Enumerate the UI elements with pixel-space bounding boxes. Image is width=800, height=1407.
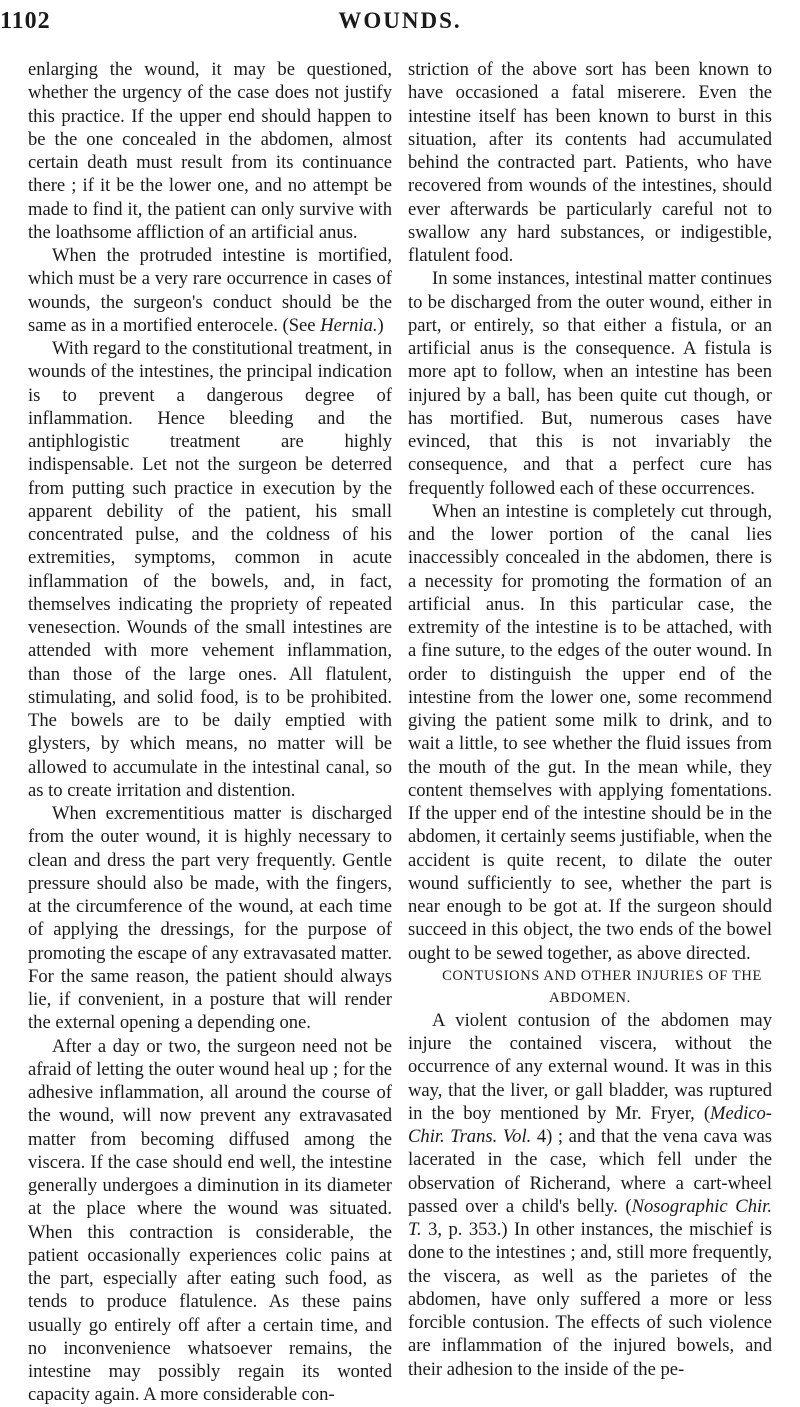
paragraph: In some instances, intestinal matter continues to be discharged from the outer wound, either in part, or entirely, so that either a fistula, or an artificial anus is the consequence. A fistula is more apt to follow, when an intestine has been injured by a ball, has been quite cut though, or has mortified. But, numerous cases have evinced, that this is not invariably the consequence, and that a perfect cure has frequently followed each of these occurrences. [408, 268, 772, 499]
paragraph [28, 244, 392, 337]
paragraph: striction of the above sort has been known to have occasioned a fatal miserere. Even the intestine itself has been known to burst in this situation, after its contents had accumulated behind the contracted part. Patients, who have recovered from wounds of the intestines, should ever afterwards be particularly careful not to swallow any hard substances, or indigestible, flatulent food. [408, 59, 772, 266]
running-head [0, 6, 800, 50]
page-number: 1102 [0, 8, 51, 34]
running-title: WOUNDS. [338, 8, 462, 33]
section-heading: CONTUSIONS AND OTHER INJURIES OF THE ABDOMEN. [442, 967, 762, 1006]
paragraph-text: A violent contusion of the abdomen may injure the contained viscera, without the occurrence of any external wound. It was in this way, that the liver, or gall bladder, was ruptured in the boy mentioned by Mr. Fryer, ( [408, 1009, 772, 1124]
cross-reference: Hernia. [320, 314, 378, 336]
paragraph: enlarging the wound, it may be questioned, whether the urgency of the case does not justify this practice. If the upper end should happen to be the one concealed in the abdomen, almost certain death must result from its continuance there ; if it be the lower one, and no attempt be made to find it, the patient can only survive with the loathsome affliction of an artificial anus. [28, 59, 392, 243]
paragraph-text: ) [377, 314, 384, 336]
paragraph [408, 1009, 772, 1381]
paragraph-text: 3, p. 353.) In other instances, the mischief is done to the intestines ; and, still more frequently, the viscera, as well as the parietes of the abdomen, have only suffered a more or less forcible contusion. The effects of such violence are inflammation of the injured bowels, and their adhesion to the inside of the pe- [408, 1219, 772, 1380]
paragraph: After a day or two, the surgeon need not be afraid of letting the outer wound heal up ; for the adhesive inflammation, all around the course of the wound, will now prevent any extravasated matter from becoming diffused among the viscera. If the case should end well, the intestine generally undergoes a diminution in its diameter at the place where the wound was situated. When this contraction is considerable, the patient occasionally experiences colic pains at the part, especially after eating such food, as tends to produce flatulence. As these pains usually go entirely off after a certain time, and no inconvenience whatsoever remains, the intestine may possibly regain its wonted capacity again. A more considerable con- [28, 1035, 392, 1406]
citation: Nosographic Chir. T. [408, 1195, 772, 1240]
left-column [28, 58, 392, 1407]
citation: Medico-Chir. Trans. Vol. [408, 1102, 772, 1147]
right-column [408, 58, 772, 1381]
paragraph: When an intestine is completely cut through, and the lower portion of the canal lies inaccessibly concealed in the abdomen, there is a necessity for promoting the formation of an artificial anus. In this particular case, the extremity of the intestine is to be attached, with a fine suture, to the edges of the outer wound. In order to distinguish the upper end of the intestine from the lower one, some recommend giving the patient some milk to drink, and to wait a little, to see whether the fluid issues from the mouth of the gut. In the mean while, they content themselves with applying fomentations. If the upper end of the intestine should be in the abdomen, it certainly seems justifiable, when the accident is quite recent, to dilate the outer wound sufficiently to see, whether the part is near enough to be got at. If the surgeon should succeed in this object, the two ends of the bowel ought to be sewed together, as above directed. [408, 500, 772, 964]
paragraph: When excrementitious matter is discharged from the outer wound, it is highly necessary to clean and dress the part very frequently. Gentle pressure should also be made, with the fingers, at the circumference of the wound, at each time of applying the dressings, for the purpose of promoting the escape of any extravasated matter. For the same reason, the patient should always lie, if convenient, in a posture that will render the external opening a depending one. [28, 803, 392, 1034]
paragraph: With regard to the constitutional treatment, in wounds of the intestines, the principal indication is to prevent a dangerous degree of inflammation. Hence bleeding and the antiphlogistic treatment are highly indispensable. Let not the surgeon be deterred from putting such practice in execution by the apparent debility of the patient, his small concentrated pulse, and the coldness of his extremities, symptoms, common in acute inflammation of the bowels, and, in fact, themselves indicating the propriety of repeated venesection. Wounds of the small intestines are attended with more vehement inflammation, than those of the large ones. All flatulent, stimulating, and solid food, is to be prohibited. The bowels are to be daily emptied with glysters, by which means, no matter will be allowed to accumulate in the intestinal canal, so as to create irritation and distention. [28, 338, 392, 801]
paragraph-text: When the protruded intestine is mortified, which must be a very rare occurrence in cases of wounds, the surgeon's conduct should be the same as in a mortified enterocele. (See [28, 245, 392, 336]
paragraph-text: 4) ; and that the vena cava was lacerated in the case, which fell under the observation of Richerand, where a cart-wheel passed over a child's belly. ( [408, 1126, 772, 1217]
